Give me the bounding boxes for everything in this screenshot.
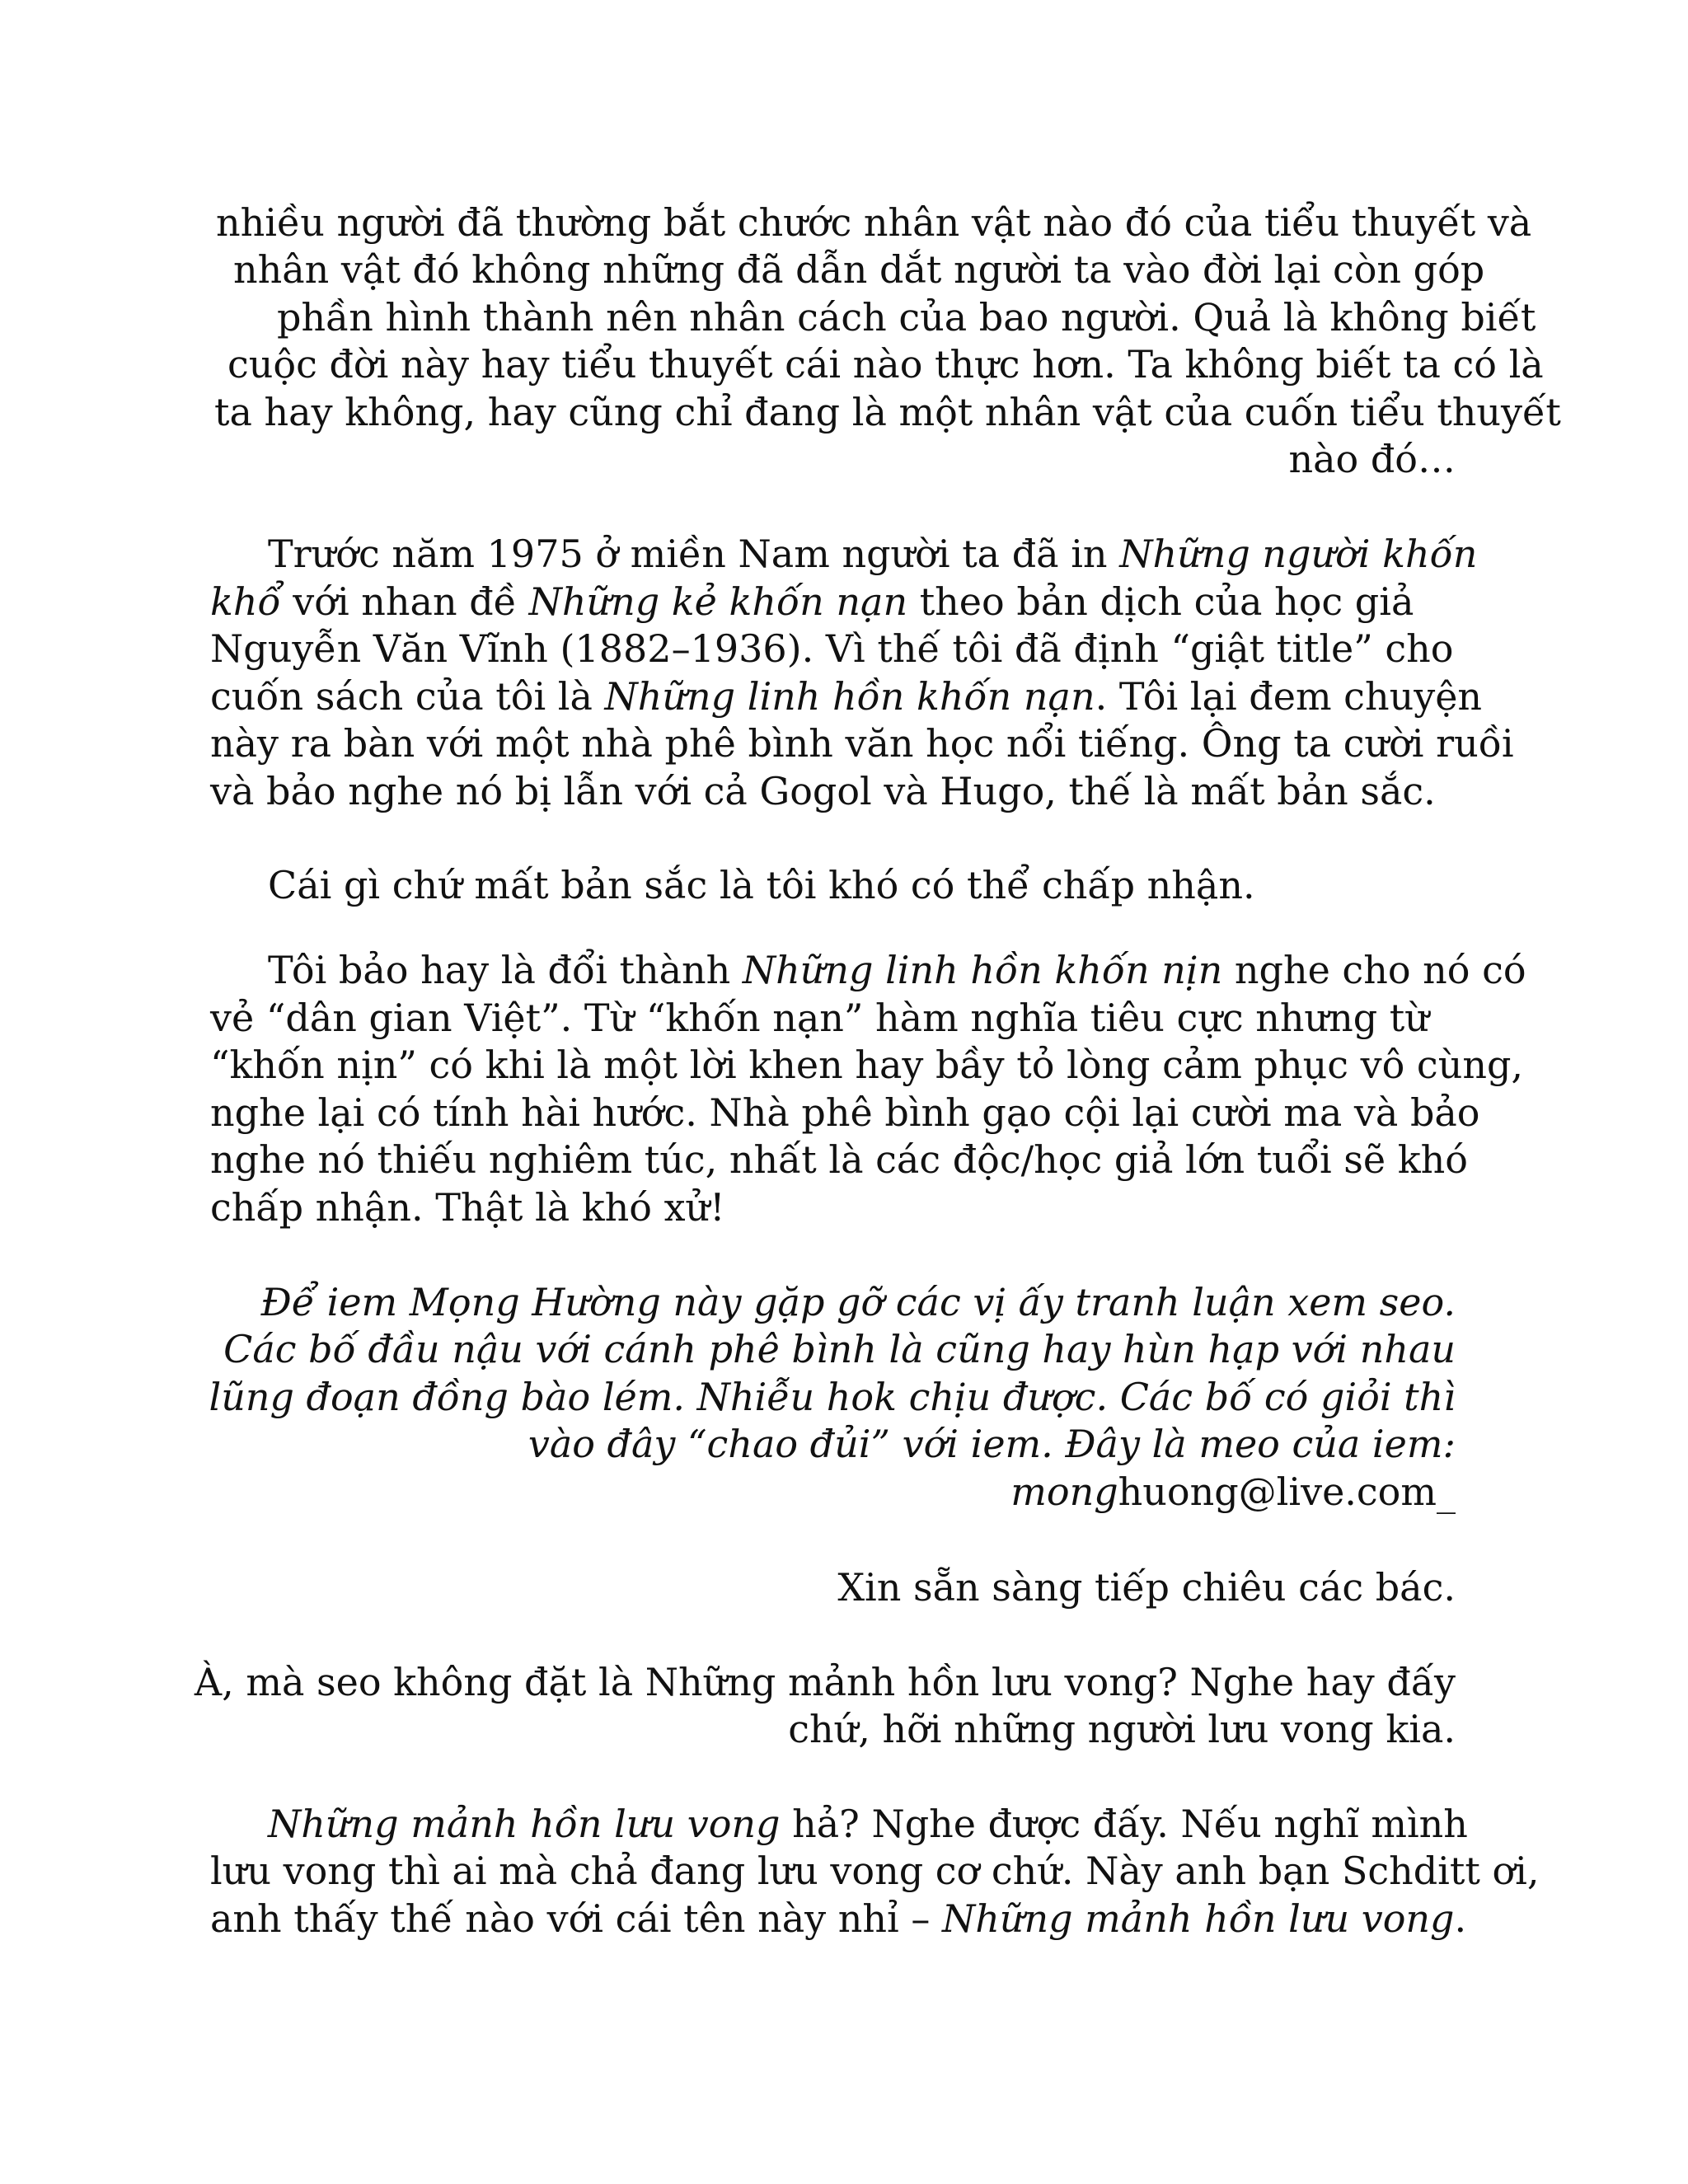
text-run: hả? Nghe được đấy. Nếu nghĩ mình <box>780 1802 1468 1846</box>
text-run: anh thấy thế nào với cái tên này nhỉ – <box>210 1896 942 1941</box>
text-line <box>268 530 1477 578</box>
text-line: này ra bàn với một nhà phê bình văn học nổi tiếng. Ông ta cười ruồi <box>210 721 1514 766</box>
text-line: nào đó… <box>1288 437 1456 481</box>
text-run: Tôi bảo hay là đổi thành <box>268 948 743 992</box>
text-line <box>210 578 1414 626</box>
text-line: “khốn nịn” có khi là một lời khen hay bầy tỏ lòng cảm phục vô cùng, <box>210 1043 1524 1087</box>
text-line: Để iem Mọng Hường này gặp gỡ các vị ấy tranh luận xem seo. <box>260 1280 1456 1324</box>
text-line <box>210 1895 1466 1943</box>
text-line: nhân vật đó không những đã dẫn dắt người ta vào đời lại còn góp <box>233 247 1485 292</box>
text-run: theo bản dịch của học giả <box>907 579 1414 624</box>
text-line: nghe nó thiếu nghiêm túc, nhất là các độc/học giả lớn tuổi sẽ khó <box>210 1137 1468 1182</box>
book-title: Những linh hồn khốn nạn <box>604 674 1095 719</box>
text-line <box>268 1800 1468 1848</box>
text-line: cuộc đời này hay tiểu thuyết cái nào thực hơn. Ta không biết ta có là <box>227 342 1544 387</box>
book-title: Những linh hồn khốn nịn <box>742 948 1223 992</box>
book-title: khổ <box>210 579 281 624</box>
text-line: vào đây “chao đủi” với iem. Đây là meo của iem: <box>528 1422 1456 1466</box>
text-line: chấp nhận. Thật là khó xử! <box>210 1185 725 1230</box>
text-run: Trước năm 1975 ở miền Nam người ta đã in <box>268 532 1120 576</box>
text-line <box>1010 1468 1456 1516</box>
book-title: Những mảnh hồn lưu vong <box>268 1802 781 1846</box>
text-line: Các bố đầu nậu với cánh phê bình là cũng hay hùn hạp với nhau <box>223 1327 1456 1371</box>
book-title: Những kẻ khốn nạn <box>528 579 908 624</box>
text-line: nghe lại có tính hài hước. Nhà phê bình gạo cội lại cười ma và bảo <box>210 1090 1480 1135</box>
text-line: vẻ “dân gian Việt”. Từ “khốn nạn” hàm nghĩa tiêu cực nhưng từ <box>210 996 1429 1040</box>
text-run: nghe cho nó có <box>1222 948 1526 992</box>
text-line: Nguyễn Văn Vĩnh (1882–1936). Vì thế tôi đã định “giật title” cho <box>210 626 1454 671</box>
text-run: với nhan đề <box>280 579 529 624</box>
text-line <box>268 946 1526 994</box>
text-line: Cái gì chứ mất bản sắc là tôi khó có thể chấp nhận. <box>268 863 1255 907</box>
text-run: cuốn sách của tôi là <box>210 674 605 719</box>
text-line: À, mà seo không đặt là Những mảnh hồn lưu vong? Nghe hay đấy <box>194 1660 1456 1704</box>
text-run: . <box>1454 1896 1467 1941</box>
text-line: lũng đoạn đồng bào lém. Nhiễu hok chịu được. Các bố có giỏi thì <box>209 1375 1456 1419</box>
text-line: nhiều người đã thường bắt chước nhân vật nào đó của tiểu thuyết và <box>216 200 1532 245</box>
book-title: Những người khốn <box>1119 532 1478 576</box>
text-run: mong <box>1010 1469 1118 1514</box>
email-address: huong@live.com_ <box>1118 1469 1456 1514</box>
text-line: và bảo nghe nó bị lẫn với cả Gogol và Hugo, thế là mất bản sắc. <box>210 769 1436 813</box>
text-line: Xin sẵn sàng tiếp chiêu các bác. <box>837 1565 1456 1610</box>
text-line <box>210 673 1482 720</box>
text-line: chứ, hỡi những người lưu vong kia. <box>788 1707 1456 1751</box>
text-line: phần hình thành nên nhân cách của bao người. Quả là không biết <box>277 295 1536 340</box>
text-line: ta hay không, hay cũng chỉ đang là một nhân vật của cuốn tiểu thuyết <box>214 390 1561 434</box>
text-run: . Tôi lại đem chuyện <box>1095 674 1483 719</box>
text-line: lưu vong thì ai mà chả đang lưu vong cơ chứ. Này anh bạn Schditt ơi, <box>210 1849 1540 1893</box>
book-title: Những mảnh hồn lưu vong <box>941 1896 1455 1941</box>
